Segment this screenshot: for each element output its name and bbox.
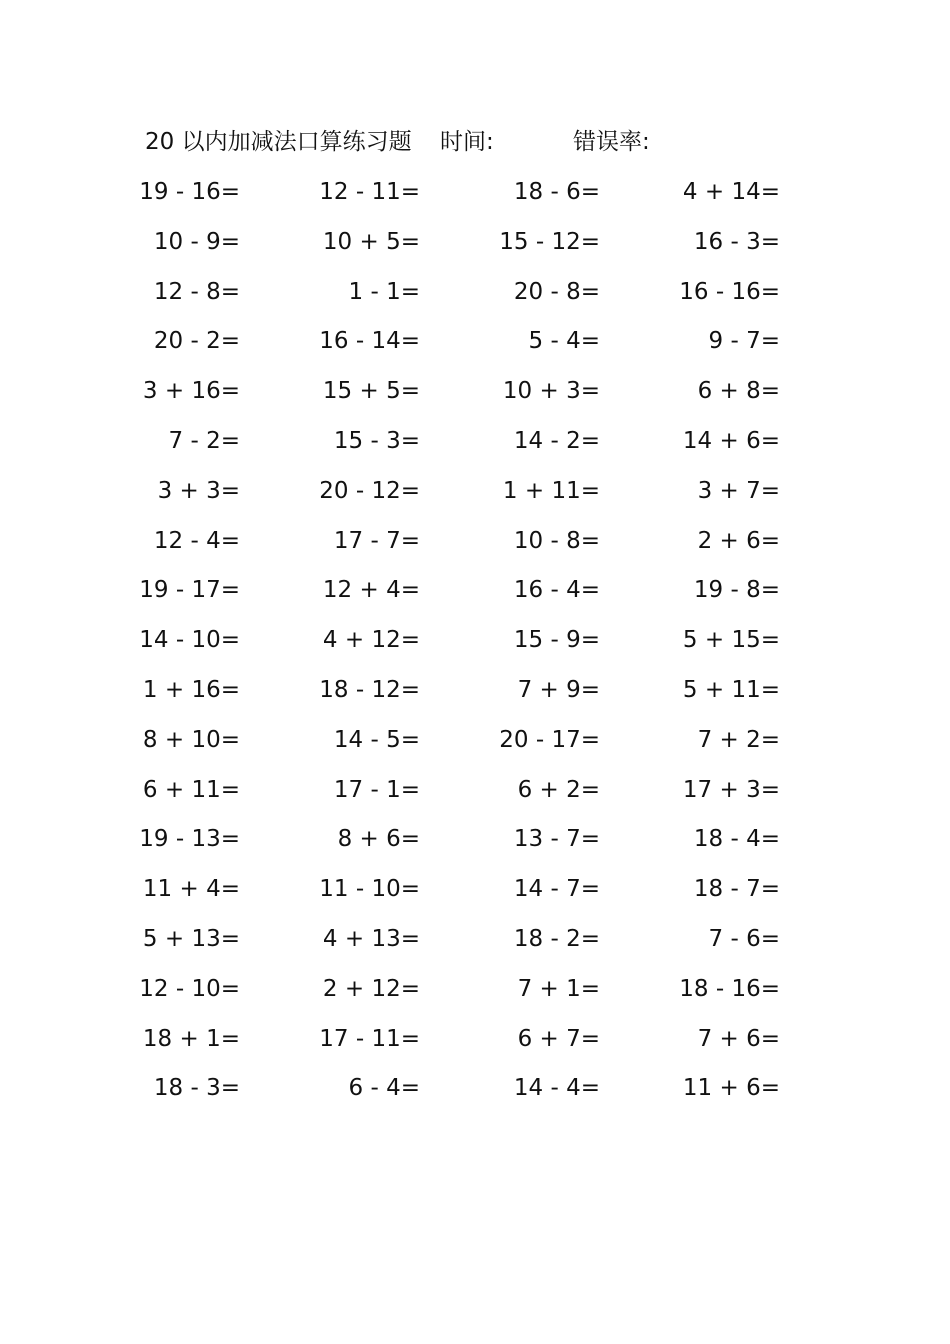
problem-row xyxy=(0,670,950,720)
arithmetic-problem: 15 - 3= xyxy=(333,427,420,454)
problem-row xyxy=(0,521,950,571)
problem-row xyxy=(0,869,950,919)
arithmetic-problem: 18 - 12= xyxy=(319,676,420,703)
arithmetic-problem: 11 - 10= xyxy=(319,876,420,903)
arithmetic-problem: 5 + 13= xyxy=(142,925,240,952)
arithmetic-problem: 19 - 8= xyxy=(693,577,780,604)
arithmetic-problem: 13 - 7= xyxy=(513,826,600,853)
arithmetic-problem: 14 - 4= xyxy=(513,1075,600,1102)
arithmetic-problem: 6 + 2= xyxy=(517,776,600,803)
arithmetic-problem: 3 + 16= xyxy=(142,378,240,405)
arithmetic-problem: 17 + 3= xyxy=(682,776,780,803)
arithmetic-problem: 7 - 2= xyxy=(168,427,240,454)
arithmetic-problem: 15 + 5= xyxy=(322,378,420,405)
arithmetic-problem: 3 + 7= xyxy=(697,477,780,504)
problem-row xyxy=(0,720,950,770)
problem-row xyxy=(0,371,950,421)
problem-grid xyxy=(0,172,950,1118)
arithmetic-problem: 10 + 3= xyxy=(502,378,600,405)
arithmetic-problem: 19 - 13= xyxy=(139,826,240,853)
worksheet-title: 20 以内加减法口算练习题 xyxy=(145,129,412,155)
arithmetic-problem: 20 - 2= xyxy=(153,328,240,355)
arithmetic-problem: 5 + 15= xyxy=(682,627,780,654)
arithmetic-problem: 6 - 4= xyxy=(348,1075,420,1102)
arithmetic-problem: 6 + 7= xyxy=(517,1025,600,1052)
arithmetic-problem: 8 + 6= xyxy=(337,826,420,853)
problem-row xyxy=(0,421,950,471)
arithmetic-problem: 1 + 11= xyxy=(502,477,600,504)
arithmetic-problem: 14 - 2= xyxy=(513,427,600,454)
problem-row xyxy=(0,321,950,371)
arithmetic-problem: 11 + 6= xyxy=(682,1075,780,1102)
arithmetic-problem: 17 - 7= xyxy=(333,527,420,554)
arithmetic-problem: 18 - 3= xyxy=(153,1075,240,1102)
time-label: 时间: xyxy=(440,129,494,155)
arithmetic-problem: 8 + 10= xyxy=(142,726,240,753)
arithmetic-problem: 20 - 12= xyxy=(319,477,420,504)
problem-row xyxy=(0,770,950,820)
arithmetic-problem: 18 - 4= xyxy=(693,826,780,853)
arithmetic-problem: 2 + 6= xyxy=(697,527,780,554)
problem-row xyxy=(0,272,950,322)
problem-row xyxy=(0,471,950,521)
worksheet-header xyxy=(145,124,785,160)
arithmetic-problem: 20 - 17= xyxy=(499,726,600,753)
problem-row xyxy=(0,1068,950,1118)
arithmetic-problem: 7 + 1= xyxy=(517,975,600,1002)
arithmetic-problem: 16 - 14= xyxy=(319,328,420,355)
arithmetic-problem: 19 - 16= xyxy=(139,179,240,205)
arithmetic-problem: 7 - 6= xyxy=(708,925,780,952)
arithmetic-problem: 7 + 2= xyxy=(697,726,780,753)
arithmetic-problem: 19 - 17= xyxy=(139,577,240,604)
arithmetic-problem: 18 - 7= xyxy=(693,876,780,903)
arithmetic-problem: 5 - 4= xyxy=(528,328,600,355)
arithmetic-problem: 6 + 8= xyxy=(697,378,780,405)
arithmetic-problem: 15 - 12= xyxy=(499,228,600,255)
arithmetic-problem: 14 + 6= xyxy=(682,427,780,454)
arithmetic-problem: 20 - 8= xyxy=(513,278,600,305)
arithmetic-problem: 10 + 5= xyxy=(322,228,420,255)
arithmetic-problem: 18 - 6= xyxy=(513,179,600,205)
problem-row xyxy=(0,819,950,869)
arithmetic-problem: 12 - 4= xyxy=(153,527,240,554)
arithmetic-problem: 4 + 13= xyxy=(322,925,420,952)
arithmetic-problem: 14 - 5= xyxy=(333,726,420,753)
arithmetic-problem: 14 - 10= xyxy=(139,627,240,654)
problem-row xyxy=(0,172,950,222)
arithmetic-problem: 4 + 14= xyxy=(682,179,780,205)
arithmetic-problem: 18 + 1= xyxy=(142,1025,240,1052)
arithmetic-problem: 2 + 12= xyxy=(322,975,420,1002)
arithmetic-problem: 1 + 16= xyxy=(142,676,240,703)
arithmetic-problem: 6 + 11= xyxy=(142,776,240,803)
arithmetic-problem: 18 - 16= xyxy=(679,975,780,1002)
arithmetic-problem: 12 - 11= xyxy=(319,179,420,205)
arithmetic-problem: 3 + 3= xyxy=(157,477,240,504)
arithmetic-problem: 17 - 1= xyxy=(333,776,420,803)
error-rate-label: 错误率: xyxy=(573,129,650,155)
arithmetic-problem: 18 - 2= xyxy=(513,925,600,952)
problem-row xyxy=(0,620,950,670)
arithmetic-problem: 17 - 11= xyxy=(319,1025,420,1052)
arithmetic-problem: 10 - 9= xyxy=(153,228,240,255)
arithmetic-problem: 4 + 12= xyxy=(322,627,420,654)
arithmetic-problem: 16 - 3= xyxy=(693,228,780,255)
arithmetic-problem: 12 - 10= xyxy=(139,975,240,1002)
arithmetic-problem: 9 - 7= xyxy=(708,328,780,355)
arithmetic-problem: 10 - 8= xyxy=(513,527,600,554)
arithmetic-problem: 15 - 9= xyxy=(513,627,600,654)
arithmetic-problem: 5 + 11= xyxy=(682,676,780,703)
arithmetic-problem: 12 - 8= xyxy=(153,278,240,305)
arithmetic-problem: 12 + 4= xyxy=(322,577,420,604)
problem-row xyxy=(0,969,950,1019)
arithmetic-problem: 7 + 6= xyxy=(697,1025,780,1052)
arithmetic-problem: 16 - 16= xyxy=(679,278,780,305)
problem-row xyxy=(0,222,950,272)
arithmetic-problem: 7 + 9= xyxy=(517,676,600,703)
problem-row xyxy=(0,1019,950,1069)
problem-row xyxy=(0,919,950,969)
arithmetic-problem: 11 + 4= xyxy=(142,876,240,903)
arithmetic-problem: 16 - 4= xyxy=(513,577,600,604)
problem-row xyxy=(0,570,950,620)
arithmetic-problem: 14 - 7= xyxy=(513,876,600,903)
arithmetic-problem: 1 - 1= xyxy=(348,278,420,305)
